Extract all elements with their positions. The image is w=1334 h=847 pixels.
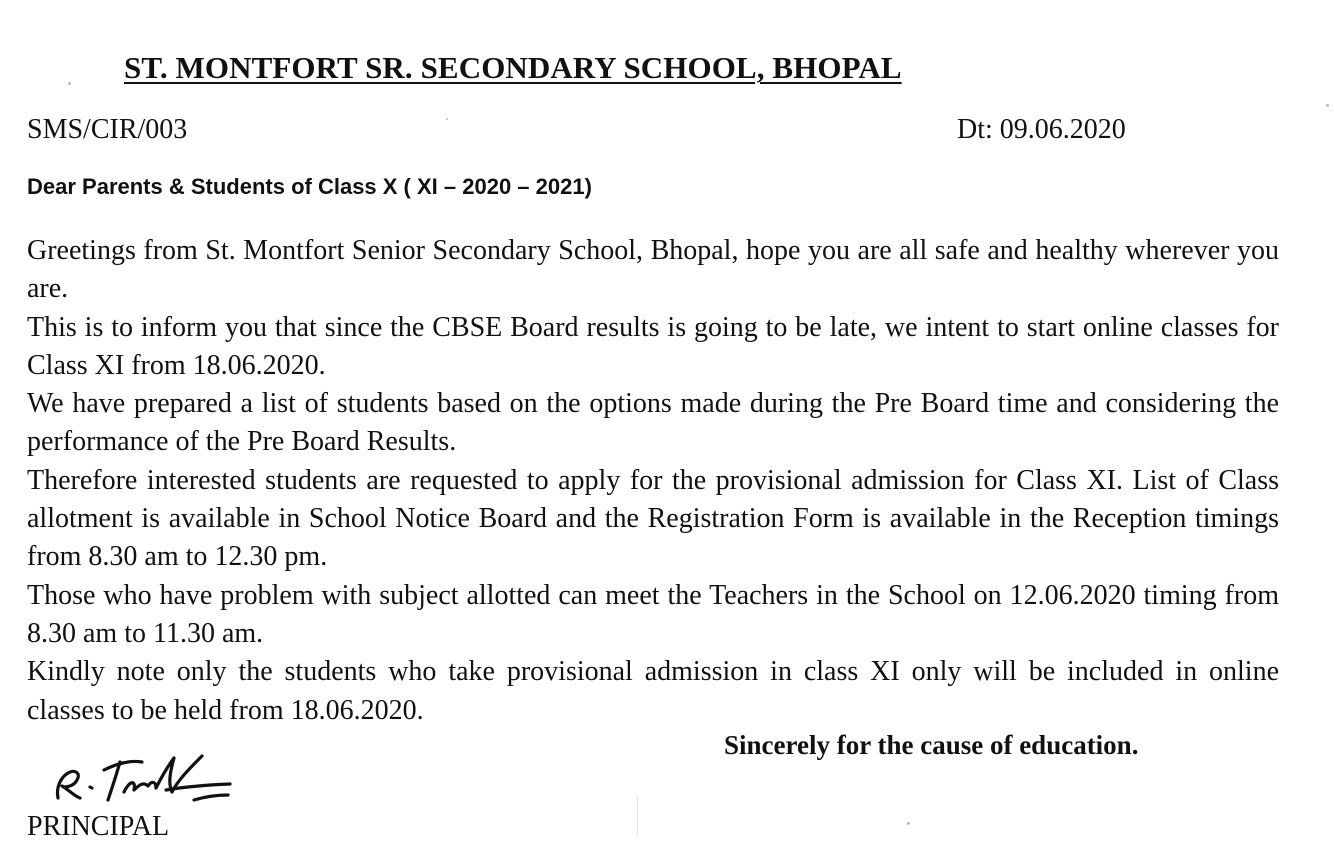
scan-speck — [446, 118, 448, 120]
salutation: Dear Parents & Students of Class X ( XI – 2020 – 2021) — [27, 174, 592, 199]
body-paragraph-note: Kindly note only the students who take provisional admission in class XI only will be included in online classes to be held from 18.06.2020. — [27, 656, 1279, 726]
circular-date: Dt: 09.06.2020 — [957, 114, 1126, 145]
scan-speck — [1326, 104, 1329, 107]
body-paragraph-greeting: Greetings from St. Montfort Senior Secondary School, Bhopal, hope you are all safe and healthy wherever you are. — [27, 235, 1279, 305]
signatory-designation: PRINCIPAL — [27, 811, 170, 842]
handwritten-signature-icon — [44, 740, 244, 810]
scan-speck — [68, 82, 71, 85]
closing-line: Sincerely for the cause of education. — [724, 730, 1139, 760]
circular-reference-number: SMS/CIR/003 — [27, 114, 188, 145]
body-paragraph-online-classes: This is to inform you that since the CBSE Board results is going to be late, we intent to start online classes for Class XI from 18.06.2020. — [27, 311, 1279, 381]
body-paragraph-subject-problem: Those who have problem with subject allotted can meet the Teachers in the School on 12.06.2020 timing from 8.30 am to 11.30 am. — [27, 579, 1279, 649]
circular-body — [27, 232, 1279, 730]
body-paragraph-admission: Therefore interested students are requested to apply for the provisional admission for Class XI. List of Class allotment is available in School Notice Board and the Registration Form is available in the Reception timings from 8.30 am to 12.30 pm. — [27, 464, 1279, 573]
scan-speck — [637, 795, 638, 835]
school-name-heading: ST. MONTFORT SR. SECONDARY SCHOOL, BHOPAL — [124, 50, 902, 85]
body-paragraph-student-list: We have prepared a list of students based on the options made during the Pre Board time and considering the performance of the Pre Board Results. — [27, 388, 1279, 458]
scan-speck — [907, 822, 910, 825]
